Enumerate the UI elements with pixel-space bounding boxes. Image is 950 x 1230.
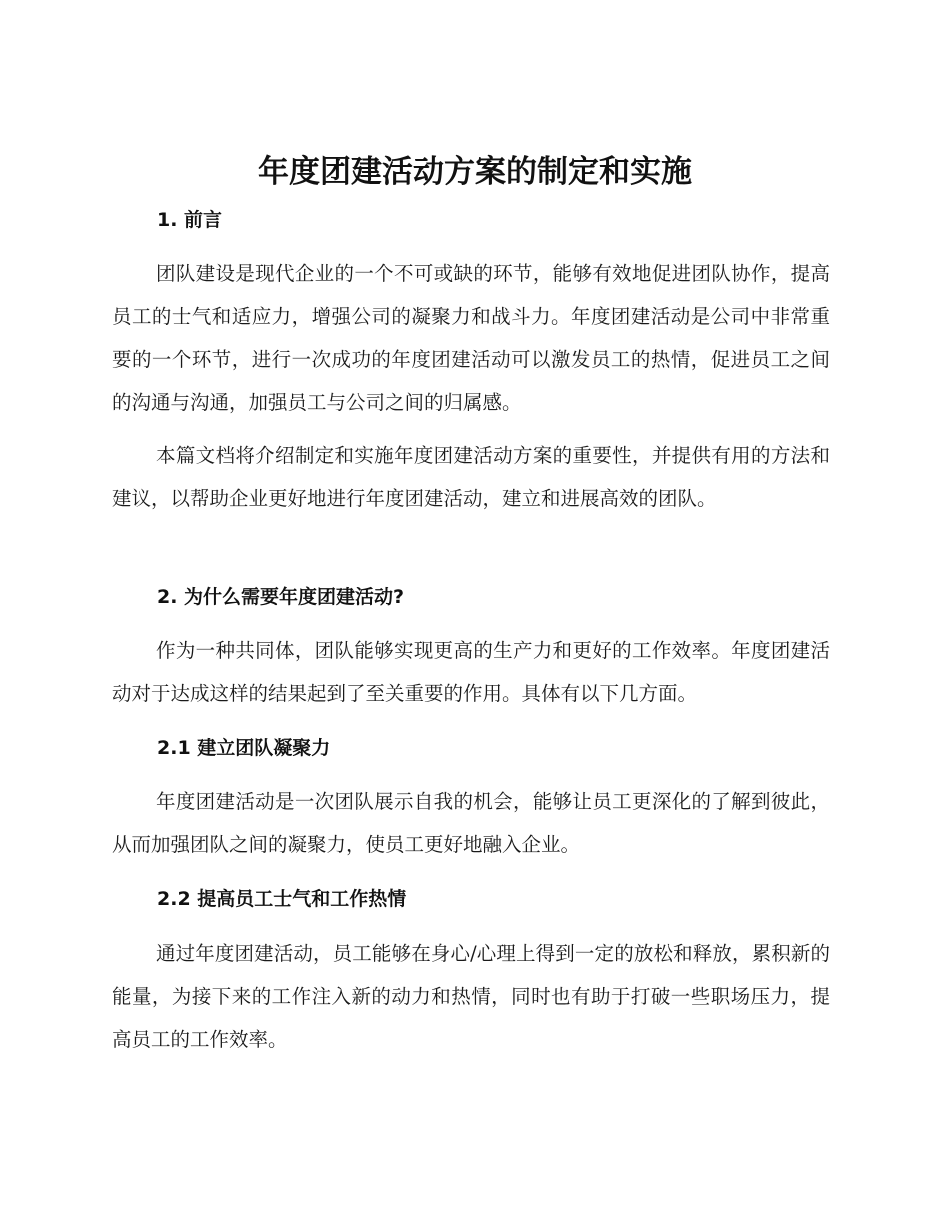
section-heading-cohesion: 2.1 建立团队凝聚力 [157, 737, 331, 759]
section-heading-why: 2. 为什么需要年度团建活动? [157, 586, 405, 608]
paragraph-preface-2: 本篇文档将介绍制定和实施年度团建活动方案的重要性，并提供有用的方法和建议，以帮助企业更好地进行年度团建活动，建立和进展高效的团队。 [112, 444, 830, 510]
section-heading-morale: 2.2 提高员工士气和工作热情 [157, 888, 407, 910]
document-title: 年度团建活动方案的制定和实施 [258, 154, 692, 190]
paragraph-morale-1: 通过年度团建活动，员工能够在身心/心理上得到一定的放松和释放，累积新的能量，为接下来的工作注入新的动力和热情，同时也有助于打破一些职场压力，提高员工的工作效率。 [112, 942, 830, 1051]
paragraph-cohesion-1: 年度团建活动是一次团队展示自我的机会，能够让员工更深化的了解到彼此，从而加强团队之间的凝聚力，使员工更好地融入企业。 [112, 790, 830, 856]
paragraph-why-1: 作为一种共同体，团队能够实现更高的生产力和更好的工作效率。年度团建活动对于达成这样的结果起到了至关重要的作用。具体有以下几方面。 [112, 639, 830, 705]
paragraph-preface-1: 团队建设是现代企业的一个不可或缺的环节，能够有效地促进团队协作，提高员工的士气和适应力，增强公司的凝聚力和战斗力。年度团建活动是公司中非常重要的一个环节，进行一次成功的年度团建活动可以激发员工的热情，促进员工之间的沟通与沟通，加强员工与公司之间的归属感。 [112, 262, 830, 414]
section-heading-preface: 1. 前言 [157, 209, 223, 231]
